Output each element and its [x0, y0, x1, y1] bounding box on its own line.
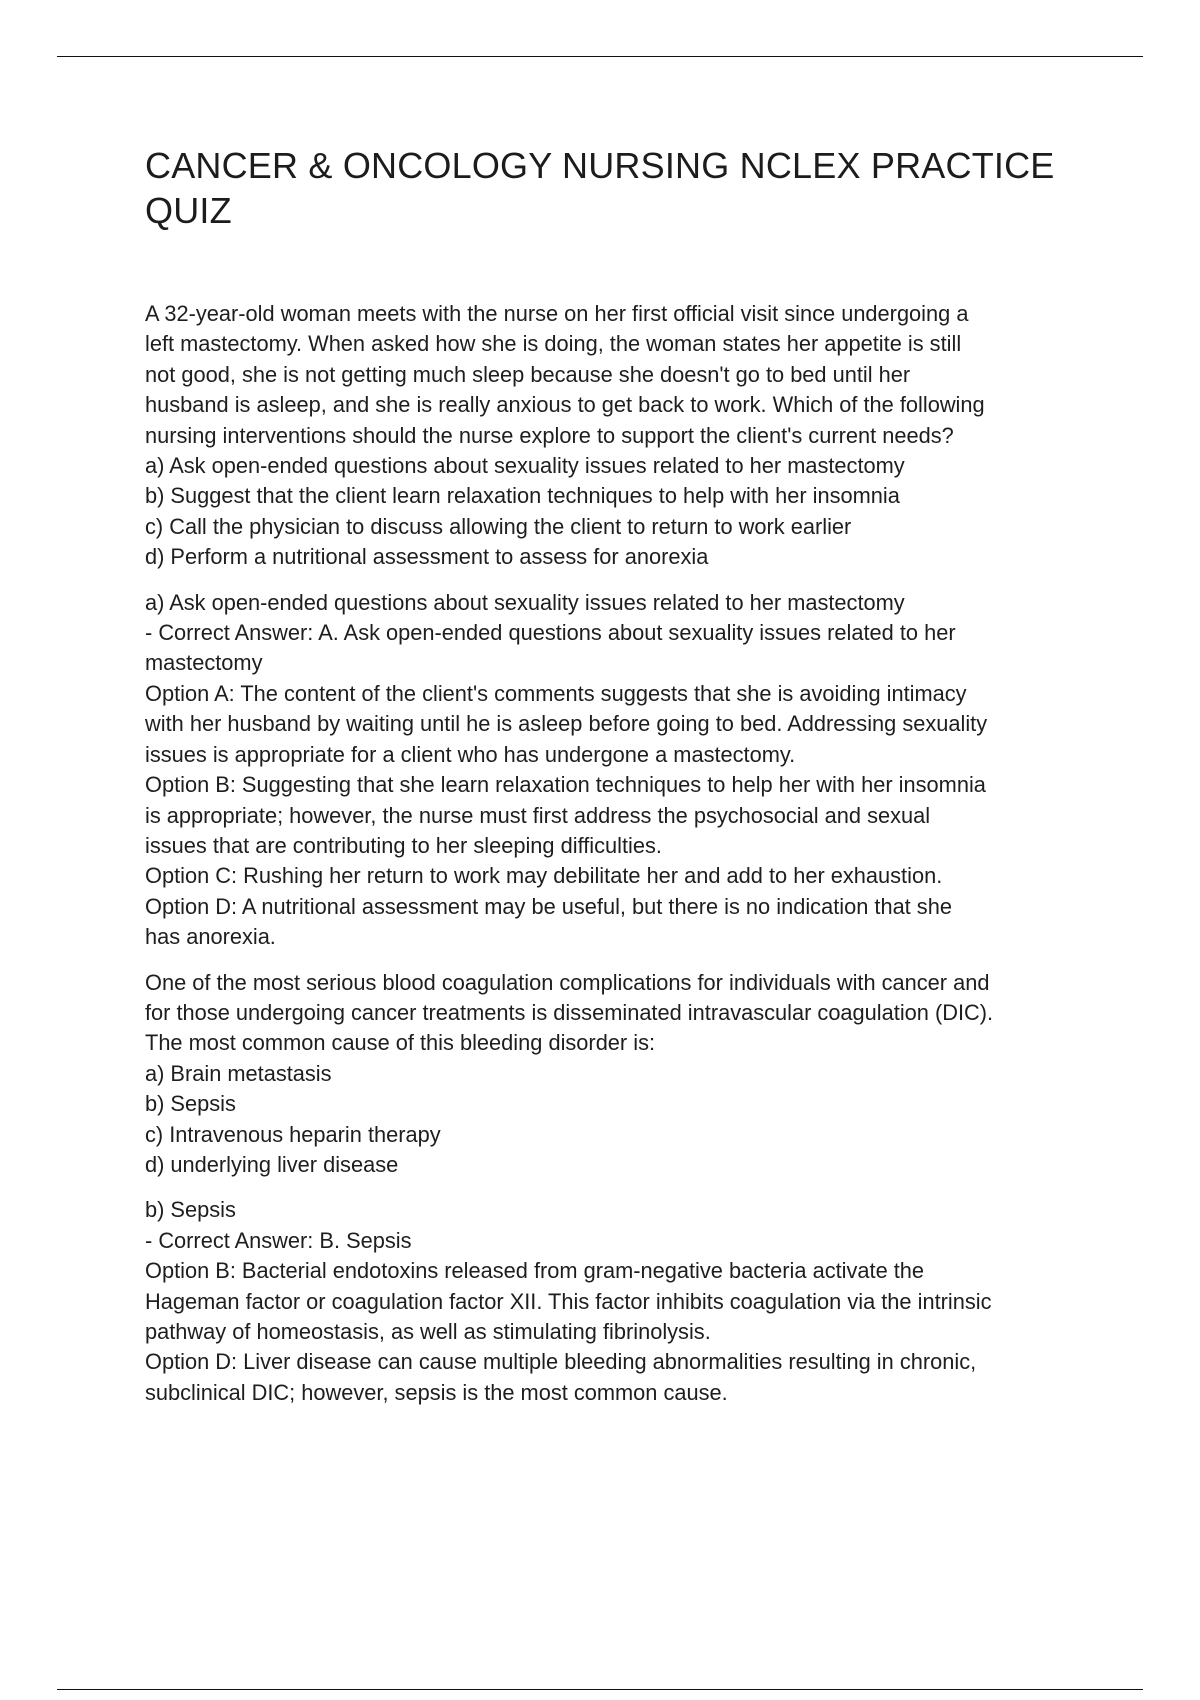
answer-option: b) Suggest that the client learn relaxation techniques to help with her insomnia: [145, 483, 900, 509]
title-line: CANCER & ONCOLOGY NURSING NCLEX PRACTICE: [145, 145, 1055, 186]
question-stem-line: not good, she is not getting much sleep because she doesn't go to bed until her: [145, 361, 911, 387]
answer-option: a) Ask open-ended questions about sexuality issues related to her mastectomy: [145, 453, 905, 479]
answer-line: Option A: The content of the client's comments suggests that she is avoiding intimacy: [145, 680, 967, 706]
answer-line: pathway of homeostasis, as well as stimulating fibrinolysis.: [145, 1319, 711, 1344]
top-divider: [57, 56, 1143, 57]
question-stem-line: The most common cause of this bleeding disorder is:: [145, 1030, 656, 1056]
answer-option: d) underlying liver disease: [145, 1151, 399, 1177]
answer-option: c) Call the physician to discuss allowing the client to return to work earlier: [145, 513, 852, 539]
answer-line: with her husband by waiting until he is asleep before going to bed. Addressing sexuality: [145, 711, 988, 737]
answer-line: a) Ask open-ended questions about sexuality issues related to her mastectomy: [145, 589, 905, 615]
answer-explanation-2: [145, 1195, 1105, 1408]
answer-line: - Correct Answer: A. Ask open-ended questions about sexuality issues related to her: [145, 620, 956, 646]
question-stem-line: nursing interventions should the nurse explore to support the client's current needs?: [145, 422, 954, 448]
answer-option: c) Intravenous heparin therapy: [145, 1121, 441, 1147]
answer-line: mastectomy: [145, 650, 263, 676]
document-page: [145, 143, 1105, 1408]
answer-option: b) Sepsis: [145, 1091, 236, 1117]
question-1: [145, 299, 1105, 573]
answer-line: Option C: Rushing her return to work may debilitate her and add to her exhaustion.: [145, 863, 943, 889]
answer-line: subclinical DIC; however, sepsis is the most common cause.: [145, 1379, 728, 1405]
answer-line: Option D: Liver disease can cause multiple bleeding abnormalities resulting in chronic,: [145, 1349, 977, 1375]
answer-line: Option B: Bacterial endotoxins released from gram-negative bacteria activate the: [145, 1258, 925, 1284]
bottom-divider: [57, 1689, 1143, 1690]
question-2: [145, 968, 1105, 1181]
answer-line: b) Sepsis: [145, 1197, 236, 1223]
question-stem-line: One of the most serious blood coagulation complications for individuals with cancer and: [145, 969, 990, 995]
answer-line: Hageman factor or coagulation factor XII. This factor inhibits coagulation via the intrinsic: [145, 1288, 992, 1314]
answer-explanation-1: [145, 588, 1105, 953]
answer-line: Option D: A nutritional assessment may be useful, but there is no indication that she: [145, 893, 952, 919]
quiz-content: [145, 299, 1105, 1408]
document-title: [145, 143, 1105, 233]
title-line: QUIZ: [145, 190, 232, 231]
question-stem-line: left mastectomy. When asked how she is doing, the woman states her appetite is still: [145, 331, 962, 357]
answer-line: issues that are contributing to her sleeping difficulties.: [145, 832, 662, 858]
question-stem-line: husband is asleep, and she is really anxious to get back to work. Which of the following: [145, 392, 985, 418]
answer-line: - Correct Answer: B. Sepsis: [145, 1227, 412, 1253]
question-stem-line: A 32-year-old woman meets with the nurse on her first official visit since undergoing a: [145, 301, 969, 326]
answer-line: has anorexia.: [145, 924, 276, 950]
answer-option: a) Brain metastasis: [145, 1060, 332, 1086]
question-stem-line: for those undergoing cancer treatments is disseminated intravascular coagulation (DIC).: [145, 999, 994, 1025]
answer-line: is appropriate; however, the nurse must first address the psychosocial and sexual: [145, 802, 931, 828]
answer-line: issues is appropriate for a client who has undergone a mastectomy.: [145, 741, 796, 767]
answer-option: d) Perform a nutritional assessment to assess for anorexia: [145, 544, 709, 570]
answer-line: Option B: Suggesting that she learn relaxation techniques to help her with her insomnia: [145, 772, 986, 798]
